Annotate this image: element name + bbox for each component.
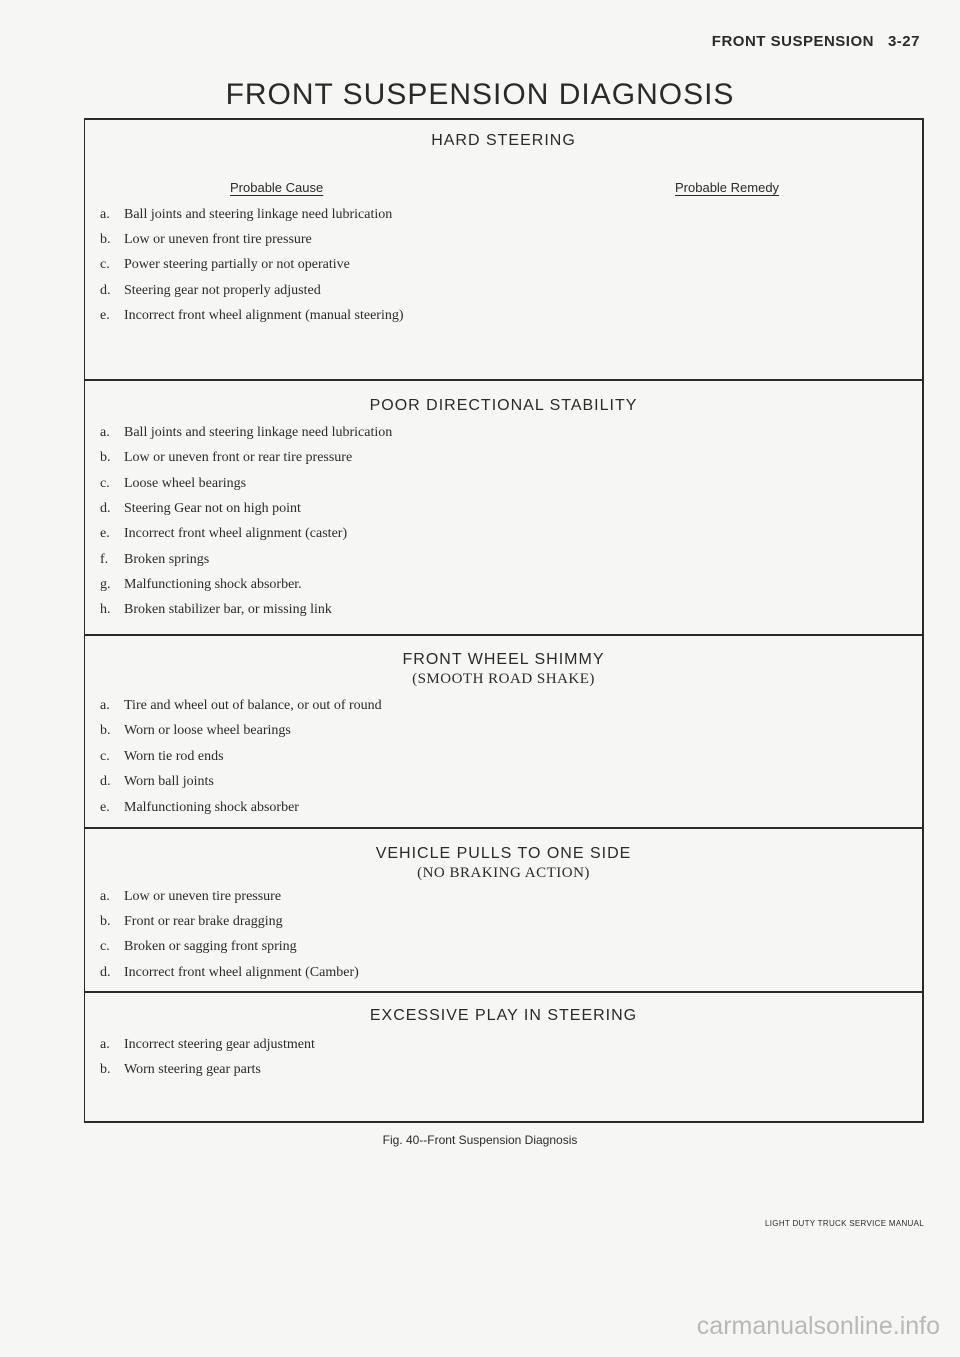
cause-item-letter: b. (100, 450, 111, 466)
cause-item-letter: g. (100, 576, 111, 592)
remedy-item (537, 800, 561, 816)
cause-item-text: Steering gear not properly adjusted (124, 282, 321, 298)
cause-item-text: Broken springs (124, 551, 210, 567)
cause-item-text: Low or uneven front or rear tire pressure (124, 450, 353, 466)
section-title: EXCESSIVE PLAY IN STEERING (369, 1007, 638, 1024)
cause-item (100, 889, 281, 905)
diagnosis-section (85, 120, 922, 379)
cause-item-letter: f. (100, 551, 109, 567)
remedy-item (537, 602, 561, 618)
section-title: POOR DIRECTIONAL STABILITY (369, 397, 638, 414)
section-subtitle: (NO BRAKING ACTION) (417, 865, 590, 881)
remedy-item (537, 914, 561, 930)
cause-item-letter: b. (100, 914, 111, 930)
cause-item (100, 577, 302, 593)
remedy-item (537, 257, 561, 273)
cause-item (100, 501, 301, 517)
cause-item (100, 257, 350, 273)
remedy-item (537, 749, 561, 765)
cause-item-letter: a. (100, 1037, 110, 1052)
remedy-item (537, 450, 561, 466)
section-subtitle: (SMOOTH ROAD SHAKE) (412, 671, 595, 687)
cause-item (100, 749, 224, 765)
section-title: FRONT WHEEL SHIMMY (402, 651, 605, 668)
cause-item-letter: h. (100, 602, 111, 618)
cause-item-text: Incorrect steering gear adjustment (124, 1037, 315, 1052)
cause-item-text: Malfunctioning shock absorber (124, 799, 299, 815)
cause-item-letter: e. (100, 526, 110, 542)
remedy-item (537, 308, 561, 324)
diagnosis-section (85, 827, 922, 993)
remedy-item (537, 939, 561, 955)
diagnosis-table (84, 118, 924, 1123)
page-number: 3-27 (887, 33, 920, 50)
cause-item (100, 723, 291, 739)
remedy-item (537, 552, 561, 568)
cause-item-letter: c. (100, 748, 110, 764)
cause-item-letter: a. (100, 207, 110, 222)
cause-item (100, 774, 214, 790)
cause-item-letter: a. (100, 889, 110, 904)
cause-item-letter: c. (100, 257, 110, 273)
cause-item-text: Worn or loose wheel bearings (124, 723, 291, 739)
cause-item-text: Steering Gear not on high point (124, 500, 301, 516)
cause-item (100, 965, 359, 981)
cause-item-letter: c. (100, 939, 110, 955)
section-title: HARD STEERING (431, 132, 576, 149)
cause-item-letter: b. (100, 723, 111, 739)
section-title: VEHICLE PULLS TO ONE SIDE (375, 845, 632, 862)
manual-footer: LIGHT DUTY TRUCK SERVICE MANUAL (765, 1219, 924, 1228)
cause-item-text: Broken or sagging front spring (124, 939, 297, 955)
cause-item-text: Low or uneven tire pressure (124, 889, 282, 904)
remedy-item (537, 476, 561, 492)
remedy-item (537, 774, 561, 790)
cause-item-text: Broken stabilizer bar, or missing link (124, 602, 332, 618)
cause-item (100, 308, 404, 324)
page-title: FRONT SUSPENSION DIAGNOSIS (225, 78, 735, 111)
remedy-item (537, 577, 561, 593)
cause-item-letter: d. (100, 282, 111, 298)
figure-caption: Fig. 40--Front Suspension Diagnosis (382, 1133, 578, 1147)
cause-item-letter: e. (100, 307, 110, 323)
cause-item-text: Worn steering gear parts (124, 1062, 261, 1078)
cause-item-text: Worn tie rod ends (124, 748, 224, 764)
cause-item (100, 232, 312, 248)
cause-item (100, 1037, 315, 1053)
remedy-item (537, 526, 561, 542)
cause-item-text: Incorrect front wheel alignment (Camber) (124, 964, 359, 980)
cause-item (100, 1062, 261, 1078)
remedy-item (537, 698, 561, 714)
cause-item-letter: d. (100, 774, 111, 790)
cause-item (100, 283, 321, 299)
cause-item (100, 602, 332, 618)
remedy-item (537, 965, 561, 981)
remedy-item (537, 723, 561, 739)
cause-item-letter: d. (100, 964, 111, 980)
cause-item-text: Ball joints and steering linkage need lubrication (124, 425, 393, 440)
cause-item-letter: c. (100, 475, 110, 491)
remedy-item (537, 1062, 561, 1078)
remedy-item (537, 501, 561, 517)
watermark: carmanualsonline.info (696, 1312, 940, 1340)
cause-item-letter: d. (100, 500, 111, 516)
cause-item (100, 425, 392, 441)
remedy-item (537, 232, 561, 248)
remedy-item (537, 207, 561, 223)
running-title: FRONT SUSPENSION (711, 33, 874, 50)
diagnosis-section (85, 991, 922, 1127)
cause-item-text: Loose wheel bearings (124, 475, 247, 491)
cause-item-letter: a. (100, 698, 110, 713)
cause-item (100, 207, 392, 223)
diagnosis-section (85, 379, 922, 636)
running-head (712, 33, 920, 50)
remedy-item (537, 889, 561, 905)
cause-column-header: Probable Cause (230, 180, 324, 195)
remedy-item (537, 425, 561, 441)
cause-item-text: Tire and wheel out of balance, or out of round (124, 698, 382, 713)
cause-item-text: Power steering partially or not operative (124, 257, 350, 273)
cause-item-text: Front or rear brake dragging (124, 914, 283, 930)
cause-item-letter: b. (100, 232, 111, 248)
remedy-item (537, 283, 561, 299)
cause-item-letter: a. (100, 425, 110, 440)
cause-item-letter: b. (100, 1062, 111, 1078)
diagnosis-section (85, 634, 922, 829)
cause-item (100, 800, 299, 816)
cause-item-text: Low or uneven front tire pressure (124, 232, 312, 248)
cause-item (100, 698, 382, 714)
remedy-item (537, 1037, 561, 1053)
remedy-column-header: Probable Remedy (675, 180, 780, 195)
cause-item (100, 526, 347, 542)
cause-item (100, 552, 209, 568)
cause-item (100, 914, 283, 930)
cause-item-text: Incorrect front wheel alignment (caster) (124, 526, 348, 542)
cause-item (100, 476, 246, 492)
cause-item (100, 450, 352, 466)
cause-item-letter: e. (100, 799, 110, 815)
cause-item (100, 939, 297, 955)
cause-item-text: Incorrect front wheel alignment (manual steering) (124, 307, 404, 323)
cause-item-text: Malfunctioning shock absorber. (124, 576, 302, 592)
cause-item-text: Worn ball joints (124, 774, 214, 790)
cause-item-text: Ball joints and steering linkage need lubrication (124, 207, 393, 222)
